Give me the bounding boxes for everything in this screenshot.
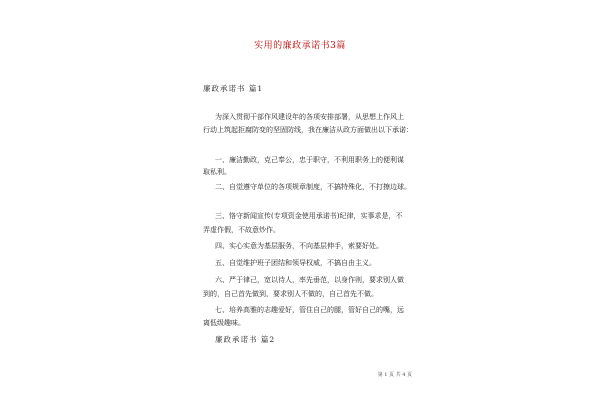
item-7-line-2: 离低级趣味。 — [203, 319, 245, 327]
item-6-line-2: 到的，自己首先做到，要求别人不做的，自己首先不做。 — [203, 290, 378, 298]
item-3-line-1: 三、恪守新闻宣传(专项资金使用承诺书)纪律，实事求是，不 — [215, 212, 403, 220]
section-heading-1: 廉政承诺书 篇1 — [203, 84, 264, 93]
item-6-line-1: 六、严于律己，宽以待人，率先垂范，以身作则，要求别人做 — [215, 276, 404, 284]
page-number: 第 1 页 共 4 页 — [377, 372, 412, 378]
item-3-line-2: 弄虚作假，不故意炒作。 — [203, 226, 280, 234]
item-1-line-1: 一、廉洁勤政，克己奉公，忠于职守，不利用职务上的便利谋 — [215, 156, 404, 164]
item-5-line-1: 五、自觉维护班子团结和领导权威，不搞自由主义。 — [215, 259, 376, 267]
item-4-line-1: 四、实心实意为基层服务，不向基层伸手，索要好处。 — [215, 242, 383, 250]
item-7-line-1: 七、培养高雅的志趣爱好，管住自己的腿，管好自己的嘴，远 — [215, 306, 404, 314]
item-1-line-2: 取私利。 — [203, 168, 231, 176]
intro-line-1: 为深入贯彻干部作风建设年的各项安排部署，从思想上作风上 — [215, 113, 404, 121]
intro-line-2: 行动上筑起拒腐防变的坚固防线，我在廉洁从政方面做出以下承诺： — [203, 126, 413, 134]
section-heading-2: 廉政承诺书 篇2 — [215, 335, 276, 344]
item-2-line-1: 二、自觉遵守单位的各项规章制度，不搞特殊化，不打擦边球。 — [215, 183, 411, 191]
document-title: 实用的廉政承诺书3篇 — [254, 41, 346, 51]
